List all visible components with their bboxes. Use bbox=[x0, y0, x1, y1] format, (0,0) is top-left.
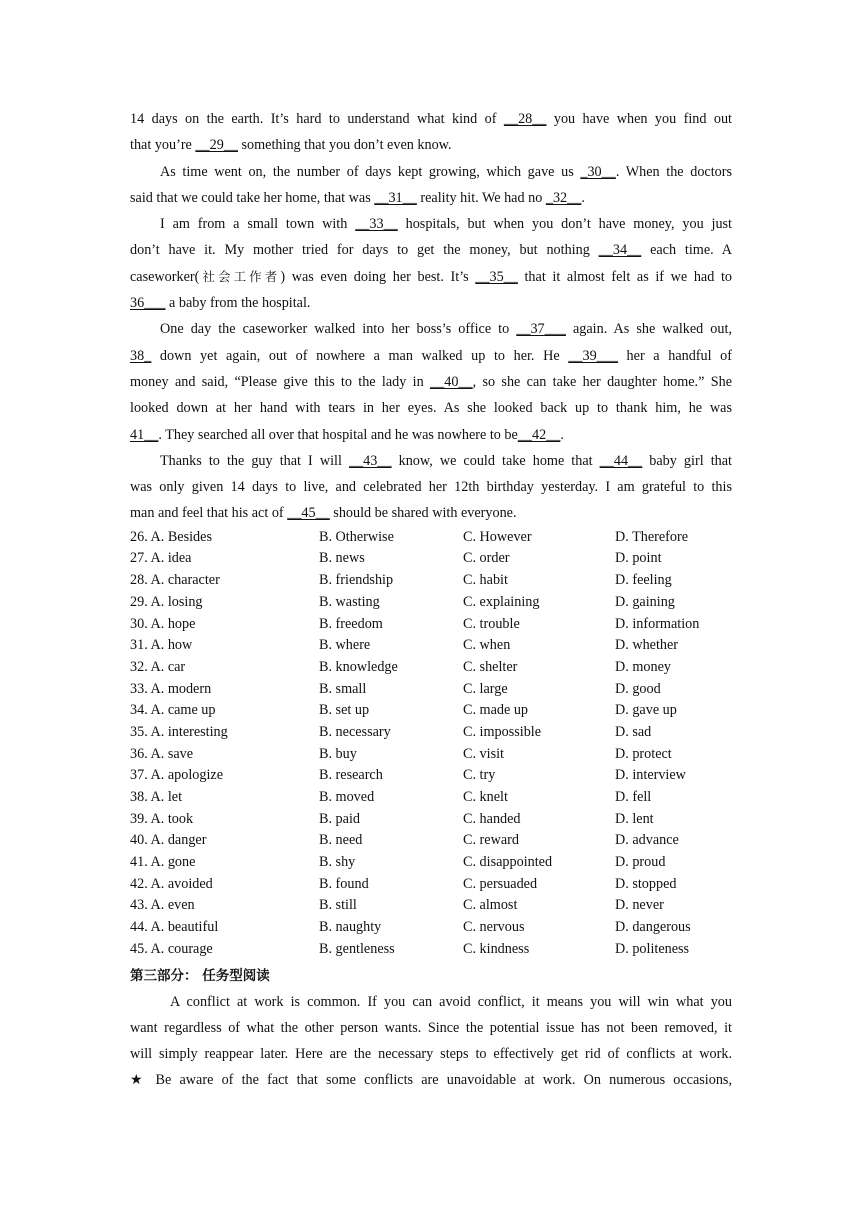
option-c: C. reward bbox=[463, 832, 519, 849]
option-a: 40. A. danger bbox=[130, 832, 207, 849]
option-a: 26. A. Besides bbox=[130, 528, 212, 545]
text: don’t have it. My mother tried for days to get the money, but nothing bbox=[130, 242, 599, 259]
option-a: 28. A. character bbox=[130, 572, 220, 589]
option-d: D. good bbox=[615, 680, 661, 697]
option-row bbox=[130, 614, 732, 636]
option-c: C. handed bbox=[463, 810, 521, 827]
blank-39: __39___ bbox=[568, 347, 618, 364]
text: said that we could take her home, that was bbox=[130, 189, 375, 206]
option-d: D. proud bbox=[615, 854, 666, 871]
paragraph-4 bbox=[130, 316, 732, 447]
s3-line-4: ★ Be aware of the fact that some conflicts are unavoidable at work. On numerous occasions, bbox=[130, 1072, 732, 1089]
p4-line-4 bbox=[130, 395, 732, 421]
option-a: 45. A. courage bbox=[130, 940, 213, 957]
option-b: B. shy bbox=[319, 854, 356, 871]
p5-line-1 bbox=[130, 448, 732, 474]
option-a: 33. A. modern bbox=[130, 680, 212, 697]
p3-line-4 bbox=[130, 290, 732, 316]
option-b: B. friendship bbox=[319, 572, 394, 589]
text: . bbox=[560, 426, 564, 443]
p4-line-3 bbox=[130, 369, 732, 395]
text: her a handful of bbox=[617, 347, 732, 364]
document-page bbox=[130, 106, 732, 1094]
option-c: C. explaining bbox=[463, 593, 540, 610]
text: hospitals, but when you don’t have money, you just bbox=[397, 216, 733, 233]
option-d: D. protect bbox=[615, 745, 672, 762]
option-c: C. order bbox=[463, 550, 510, 567]
option-row bbox=[130, 895, 732, 917]
option-d: D. fell bbox=[615, 789, 652, 805]
blank-29: __29__ bbox=[195, 137, 238, 154]
option-a: 29. A. losing bbox=[130, 593, 203, 610]
s3-line-3: will simply reappear later. Here are the necessary steps to effectively get rid of conflicts at work. bbox=[130, 1046, 732, 1063]
text: that it almost felt as if we had to bbox=[517, 268, 732, 285]
option-a: 30. A. hope bbox=[130, 615, 196, 632]
text: should be shared with everyone. bbox=[329, 505, 517, 522]
paragraph-2 bbox=[130, 159, 732, 212]
option-c: C. try bbox=[463, 767, 496, 784]
text: baby girl that bbox=[642, 452, 732, 469]
p4-line-2 bbox=[130, 343, 732, 369]
text: caseworker( bbox=[130, 268, 200, 285]
option-c: C. visit bbox=[463, 745, 504, 762]
text: I am from a small town with bbox=[160, 216, 356, 233]
s3-line-1: A conflict at work is common. If you can avoid conflict, it means you will win what you bbox=[170, 993, 732, 1010]
blank-28: __28__ bbox=[503, 111, 547, 127]
option-d: D. advance bbox=[615, 832, 679, 849]
option-b: B. wasting bbox=[319, 593, 380, 610]
option-c: C. when bbox=[463, 637, 511, 654]
text: a baby from the hospital. bbox=[165, 295, 311, 312]
option-c: C. persuaded bbox=[463, 875, 538, 892]
paragraph-1 bbox=[130, 106, 732, 159]
blank-36: 36___ bbox=[130, 295, 166, 312]
blank-34: __34__ bbox=[598, 242, 642, 259]
text: each time. A bbox=[641, 242, 732, 259]
option-c: C. large bbox=[463, 680, 508, 697]
option-d: D. lent bbox=[615, 810, 654, 827]
option-row bbox=[130, 917, 732, 939]
option-row bbox=[130, 809, 732, 831]
task-reading-paragraph bbox=[130, 989, 732, 1094]
p1-line-1 bbox=[130, 106, 732, 132]
blank-31: __31__ bbox=[374, 189, 417, 206]
p3-line-2 bbox=[130, 237, 732, 263]
blank-32: _32__ bbox=[545, 189, 582, 206]
option-a: 32. A. car bbox=[130, 658, 186, 675]
option-row bbox=[130, 787, 732, 809]
blank-37: __37___ bbox=[516, 321, 566, 338]
option-a: 39. A. took bbox=[130, 810, 194, 827]
option-c: C. kindness bbox=[463, 940, 530, 957]
option-c: C. disappointed bbox=[463, 854, 553, 871]
option-a: 36. A. save bbox=[130, 745, 194, 762]
option-d: D. sad bbox=[615, 723, 652, 740]
s3-line-2: want regardless of what the other person wants. Since the potential issue has not been removed, it bbox=[130, 1019, 732, 1036]
p2-line-1 bbox=[130, 159, 732, 185]
option-c: C. impossible bbox=[463, 723, 542, 740]
option-b: B. necessary bbox=[319, 723, 391, 740]
blank-35: __35__ bbox=[475, 268, 518, 285]
option-b: B. still bbox=[319, 897, 357, 914]
option-b: B. buy bbox=[319, 745, 357, 762]
option-a: 27. A. idea bbox=[130, 550, 192, 567]
option-d: D. never bbox=[615, 897, 664, 914]
option-c: C. made up bbox=[463, 702, 529, 719]
blank-41: 41__ bbox=[130, 426, 159, 443]
p2-line-2 bbox=[130, 185, 732, 211]
option-b: B. knowledge bbox=[319, 658, 398, 675]
option-row bbox=[130, 570, 732, 592]
text: , so she can take her daughter home.” She bbox=[472, 373, 732, 390]
option-row bbox=[130, 722, 732, 744]
option-c: C. However bbox=[463, 528, 532, 545]
option-a: 42. A. avoided bbox=[130, 875, 213, 892]
option-d: D. point bbox=[615, 550, 662, 567]
text: As time went on, the number of days kept growing, which gave us bbox=[160, 163, 581, 180]
text: 14 days on the earth. It’s hard to understand what kind of bbox=[130, 111, 504, 127]
text: again. As she walked out, bbox=[565, 321, 732, 338]
p5-line-3 bbox=[130, 500, 732, 526]
text: . bbox=[615, 163, 620, 180]
blank-40: __40__ bbox=[430, 373, 473, 390]
option-d: D. politeness bbox=[615, 940, 690, 957]
option-row bbox=[130, 548, 732, 570]
text: reality hit. We had no bbox=[416, 189, 546, 206]
option-d: D. money bbox=[615, 658, 671, 675]
option-row bbox=[130, 744, 732, 766]
option-d: D. stopped bbox=[615, 875, 677, 892]
text: looked down at her hand with tears in her eyes. As she looked back up to thank him, he was bbox=[130, 400, 732, 417]
text: was only given 14 days to live, and celebrated her 12th birthday yesterday. I am grateful to this bbox=[130, 479, 732, 496]
paragraph-3 bbox=[130, 211, 732, 316]
paragraph-5 bbox=[130, 448, 732, 527]
option-a: 31. A. how bbox=[130, 637, 193, 654]
text: . They searched all over that hospital and he was nowhere to be bbox=[158, 426, 518, 443]
option-a: 38. A. let bbox=[130, 789, 183, 805]
option-a: 34. A. came up bbox=[130, 702, 216, 719]
option-b: B. small bbox=[319, 680, 367, 697]
blank-30: _30__ bbox=[580, 163, 616, 180]
option-row bbox=[130, 874, 732, 896]
section-heading: 第三部分： 任务型阅读 bbox=[130, 967, 270, 984]
option-b: B. naughty bbox=[319, 919, 382, 936]
blank-43: __43__ bbox=[348, 452, 392, 469]
p3-line-3 bbox=[130, 264, 732, 290]
text: man and feel that his act of bbox=[130, 505, 288, 522]
option-b: B. gentleness bbox=[319, 940, 395, 957]
option-d: D. whether bbox=[615, 637, 679, 654]
option-b: B. freedom bbox=[319, 615, 383, 632]
p4-line-1 bbox=[130, 316, 732, 342]
option-d: D. dangerous bbox=[615, 919, 691, 936]
option-b: B. where bbox=[319, 637, 371, 654]
p4-line-5 bbox=[130, 422, 732, 448]
option-d: D. information bbox=[615, 615, 700, 632]
option-row bbox=[130, 939, 732, 961]
p5-line-2 bbox=[130, 474, 732, 500]
text: When the doctors bbox=[625, 163, 733, 180]
option-c: C. shelter bbox=[463, 658, 518, 675]
text: . bbox=[581, 189, 585, 206]
option-b: B. set up bbox=[319, 702, 370, 719]
option-row bbox=[130, 700, 732, 722]
blank-38: 38_ bbox=[130, 347, 152, 364]
option-d: D. gaining bbox=[615, 593, 675, 610]
blank-44: __44__ bbox=[599, 452, 643, 469]
option-row bbox=[130, 635, 732, 657]
blank-45: __45__ bbox=[287, 505, 330, 522]
blank-33: __33__ bbox=[355, 216, 398, 233]
option-a: 43. A. even bbox=[130, 897, 195, 914]
option-b: B. found bbox=[319, 875, 369, 892]
text: down yet again, out of nowhere a man walked up to her. He bbox=[151, 347, 569, 364]
option-d: D. gave up bbox=[615, 702, 677, 719]
caseworker-gloss: 社会工作者 bbox=[199, 268, 281, 284]
text: Thanks to the guy that I will bbox=[160, 452, 349, 469]
option-row bbox=[130, 592, 732, 614]
option-c: C. nervous bbox=[463, 919, 525, 936]
option-row bbox=[130, 657, 732, 679]
option-b: B. need bbox=[319, 832, 363, 849]
option-row bbox=[130, 852, 732, 874]
option-d: D. feeling bbox=[615, 572, 672, 589]
option-a: 37. A. apologize bbox=[130, 767, 223, 784]
option-c: C. knelt bbox=[463, 789, 508, 805]
option-b: B. research bbox=[319, 767, 383, 784]
option-c: C. almost bbox=[463, 897, 518, 914]
option-a: 41. A. gone bbox=[130, 854, 196, 871]
option-row bbox=[130, 527, 732, 549]
p1-line-2 bbox=[130, 132, 732, 158]
options-table bbox=[130, 527, 732, 961]
text: ) was even doing her best. It’s bbox=[280, 268, 476, 285]
option-a: 35. A. interesting bbox=[130, 723, 228, 740]
option-b: B. news bbox=[319, 550, 365, 567]
option-row bbox=[130, 679, 732, 701]
option-b: B. Otherwise bbox=[319, 528, 394, 545]
option-b: B. moved bbox=[319, 789, 375, 805]
option-row bbox=[130, 765, 732, 787]
option-d: D. interview bbox=[615, 767, 686, 784]
option-a: 44. A. beautiful bbox=[130, 919, 219, 936]
text: money and said, “Please give this to the lady in bbox=[130, 373, 431, 390]
text: you have when you find out bbox=[546, 111, 733, 127]
text: One day the caseworker walked into her boss’s office to bbox=[160, 321, 517, 338]
option-d: D. Therefore bbox=[615, 528, 689, 545]
option-c: C. habit bbox=[463, 572, 508, 589]
blank-42: __42__ bbox=[517, 426, 561, 443]
option-b: B. paid bbox=[319, 810, 360, 827]
option-c: C. trouble bbox=[463, 615, 520, 632]
text: know, we could take home that bbox=[391, 452, 600, 469]
p3-line-1 bbox=[130, 211, 732, 237]
option-row bbox=[130, 830, 732, 852]
text: that you’re bbox=[130, 137, 196, 154]
text: something that you don’t even know. bbox=[237, 137, 452, 154]
